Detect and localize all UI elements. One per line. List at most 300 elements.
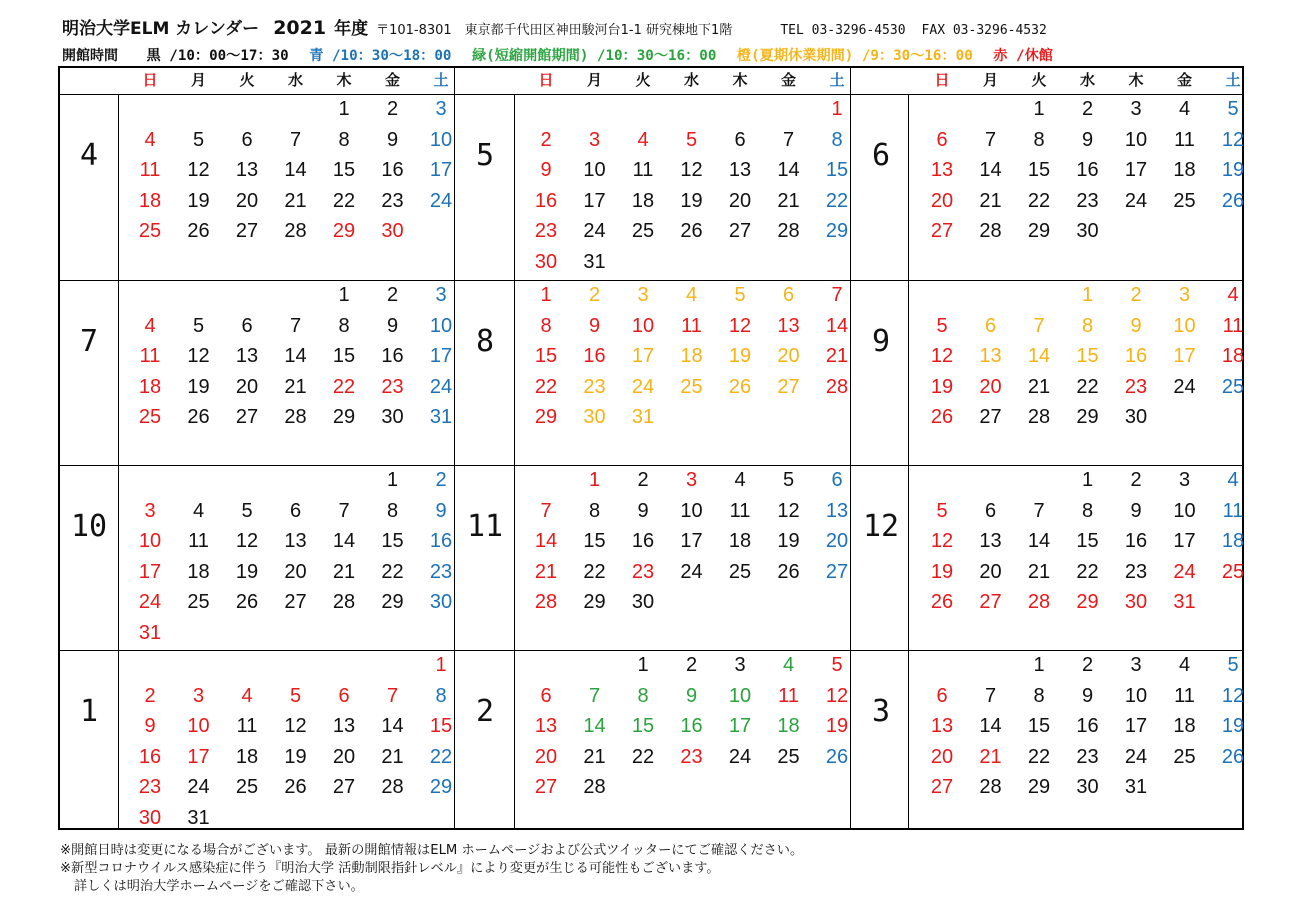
calendar-day: 11 <box>139 345 161 367</box>
calendar-day: 1 <box>338 98 350 120</box>
calendar-day: 21 <box>534 560 558 583</box>
hours-blue: 青 /10：30～18：00 <box>309 48 452 64</box>
calendar-day: 7 <box>984 128 997 151</box>
calendar-day: 12 <box>284 715 307 737</box>
calendar-day: 10 <box>187 715 210 737</box>
calendar-day: 14 <box>979 159 1002 181</box>
calendar-day: 23 <box>381 375 404 398</box>
calendar-day: 22 <box>1027 745 1051 768</box>
calendar-day: 23 <box>1124 375 1148 398</box>
calendar-day: 28 <box>534 591 558 613</box>
calendar-day: 2 <box>386 98 399 120</box>
calendar-day: 1 <box>1033 98 1045 120</box>
calendar-day: 27 <box>930 776 954 798</box>
calendar-day: 3 <box>1130 654 1142 676</box>
calendar-day: 28 <box>777 220 800 242</box>
calendar-day: 4 <box>1178 98 1191 120</box>
calendar-day: 20 <box>332 745 356 768</box>
calendar-day: 1 <box>435 654 447 676</box>
calendar-day: 3 <box>637 284 649 306</box>
calendar-day: 7 <box>588 684 601 707</box>
calendar-day: 11 <box>236 715 258 737</box>
calendar-day: 7 <box>386 684 399 707</box>
calendar-day: 7 <box>831 284 843 306</box>
calendar-day: 26 <box>187 220 210 242</box>
weekday-header: 土 <box>829 71 845 89</box>
month-label: 6 <box>871 138 891 173</box>
calendar-day: 8 <box>338 128 350 151</box>
calendar-day: 28 <box>381 776 404 798</box>
calendar-day: 13 <box>979 345 1002 367</box>
calendar-day: 22 <box>1076 375 1099 398</box>
calendar-day: 23 <box>583 375 606 398</box>
calendar-day: 2 <box>1081 98 1094 120</box>
row-divider <box>60 465 1242 466</box>
calendar-day: 14 <box>583 715 606 737</box>
calendar-day: 12 <box>728 314 752 337</box>
hours-label: 開館時間 <box>62 48 118 64</box>
calendar-day: 25 <box>1221 375 1245 398</box>
calendar-day: 10 <box>429 128 453 151</box>
calendar-day: 22 <box>825 189 849 212</box>
calendar-day: 18 <box>138 375 162 398</box>
calendar-day: 20 <box>235 375 259 398</box>
calendar-day: 5 <box>1227 654 1239 676</box>
calendar-day: 7 <box>289 314 302 337</box>
calendar-day: 19 <box>680 189 703 212</box>
weekday-header: 水 <box>1079 71 1095 89</box>
calendar-day: 21 <box>583 745 606 768</box>
calendar-day: 19 <box>1221 715 1245 737</box>
calendar-day: 24 <box>1124 189 1148 212</box>
calendar-day: 19 <box>1221 159 1245 181</box>
calendar-day: 19 <box>930 560 954 583</box>
calendar-day: 3 <box>144 499 156 522</box>
calendar-day: 17 <box>429 159 453 181</box>
row-divider <box>60 280 1242 281</box>
calendar-day: 10 <box>138 530 162 552</box>
calendar-day: 3 <box>1178 469 1191 491</box>
calendar-day: 29 <box>534 406 558 428</box>
calendar-day: 25 <box>235 776 259 798</box>
calendar-day: 13 <box>825 499 849 522</box>
calendar-day: 18 <box>187 560 210 583</box>
calendar-day: 11 <box>1174 684 1195 707</box>
calendar-day: 26 <box>728 375 752 398</box>
calendar-day: 23 <box>1076 745 1099 768</box>
calendar-year: 2021 <box>273 17 327 39</box>
calendar-day: 18 <box>1173 715 1196 737</box>
calendar-day: 6 <box>241 128 253 151</box>
calendar-day: 26 <box>930 406 954 428</box>
calendar-day: 23 <box>534 220 558 242</box>
calendar-day: 5 <box>289 684 302 707</box>
calendar-day: 13 <box>979 530 1002 552</box>
calendar-day: 2 <box>1130 284 1142 306</box>
calendar-day: 5 <box>936 314 948 337</box>
calendar-day: 3 <box>1178 284 1191 306</box>
calendar-day: 19 <box>825 715 849 737</box>
calendar-day: 14 <box>381 715 404 737</box>
weekday-header: 火 <box>635 71 651 89</box>
hours-orange: 橙(夏期休業期間) /9：30～16：00 <box>736 48 973 64</box>
calendar-day: 28 <box>1027 591 1051 613</box>
calendar-day: 9 <box>1081 684 1094 707</box>
calendar-day: 7 <box>1033 314 1045 337</box>
month-label-divider <box>514 94 515 828</box>
calendar-day: 9 <box>386 314 399 337</box>
calendar-day: 27 <box>825 560 849 583</box>
calendar-day: 17 <box>1124 159 1148 181</box>
calendar-day: 28 <box>284 406 307 428</box>
weekday-header: 金 <box>780 71 796 89</box>
calendar-day: 22 <box>583 560 606 583</box>
hours-red: 赤 /休館 <box>993 48 1053 64</box>
calendar-day: 26 <box>680 220 703 242</box>
calendar-day: 13 <box>534 715 558 737</box>
calendar-day: 2 <box>637 469 649 491</box>
calendar-day: 8 <box>1081 314 1094 337</box>
calendar-day: 13 <box>777 314 800 337</box>
calendar-day: 28 <box>583 776 606 798</box>
weekday-header: 木 <box>1128 71 1144 89</box>
calendar-day: 15 <box>583 530 606 552</box>
calendar-day: 26 <box>187 406 210 428</box>
calendar-day: 31 <box>1173 591 1196 613</box>
calendar-day: 30 <box>1124 591 1148 613</box>
calendar-day: 16 <box>381 159 404 181</box>
calendar-day: 23 <box>680 745 703 768</box>
calendar-grid <box>58 66 1244 830</box>
calendar-day: 6 <box>831 469 843 491</box>
calendar-day: 31 <box>187 806 210 829</box>
calendar-day: 21 <box>1027 560 1051 583</box>
calendar-day: 31 <box>631 406 655 428</box>
calendar-day: 1 <box>540 284 552 306</box>
calendar-day: 7 <box>1033 499 1045 522</box>
calendar-day: 28 <box>825 375 849 398</box>
calendar-day: 1 <box>1033 654 1045 676</box>
calendar-day: 16 <box>1076 159 1099 181</box>
calendar-day: 20 <box>284 560 307 583</box>
calendar-day: 12 <box>777 499 800 522</box>
calendar-day: 24 <box>138 591 162 613</box>
calendar-day: 31 <box>1124 776 1148 798</box>
calendar-day: 26 <box>284 776 307 798</box>
calendar-day: 13 <box>235 159 259 181</box>
calendar-day: 23 <box>1076 189 1099 212</box>
calendar-day: 1 <box>588 469 601 491</box>
month-label-divider <box>118 94 119 828</box>
calendar-day: 29 <box>825 220 849 242</box>
calendar-day: 7 <box>338 499 350 522</box>
calendar-day: 27 <box>728 220 752 242</box>
month-label: 10 <box>70 509 108 544</box>
calendar-day: 1 <box>386 469 399 491</box>
calendar-day: 28 <box>332 591 356 613</box>
calendar-day: 24 <box>429 189 453 212</box>
calendar-day: 20 <box>534 745 558 768</box>
calendar-day: 8 <box>1033 684 1045 707</box>
calendar-day: 16 <box>1124 530 1148 552</box>
calendar-day: 11 <box>729 499 751 522</box>
weekday-header: 金 <box>384 71 400 89</box>
calendar-day: 5 <box>734 284 746 306</box>
calendar-day: 19 <box>728 345 752 367</box>
calendar-day: 21 <box>284 189 307 212</box>
calendar-day: 9 <box>435 499 447 522</box>
calendar-day: 10 <box>429 314 453 337</box>
calendar-day: 14 <box>284 345 307 367</box>
calendar-day: 21 <box>381 745 404 768</box>
calendar-day: 18 <box>235 745 259 768</box>
calendar-day: 22 <box>1027 189 1051 212</box>
calendar-day: 6 <box>338 684 350 707</box>
header-line <box>62 14 1252 42</box>
calendar-day: 30 <box>1076 220 1099 242</box>
calendar-day: 17 <box>728 715 752 737</box>
calendar-day: 21 <box>1027 375 1051 398</box>
calendar-day: 4 <box>1227 284 1239 306</box>
calendar-day: 17 <box>680 530 703 552</box>
calendar-day: 21 <box>825 345 849 367</box>
calendar-day: 22 <box>1076 560 1099 583</box>
calendar-day: 18 <box>138 189 162 212</box>
calendar-day: 30 <box>429 591 453 613</box>
calendar-day: 30 <box>381 406 404 428</box>
calendar-day: 12 <box>680 159 703 181</box>
calendar-day: 5 <box>192 128 205 151</box>
calendar-day: 8 <box>1081 499 1094 522</box>
calendar-day: 4 <box>144 314 156 337</box>
calendar-day: 24 <box>429 375 453 398</box>
calendar-day: 2 <box>685 654 698 676</box>
calendar-day: 28 <box>1027 406 1051 428</box>
calendar-day: 11 <box>1174 128 1195 151</box>
calendar-day: 31 <box>583 250 606 273</box>
calendar-day: 29 <box>1027 220 1051 242</box>
calendar-day: 12 <box>235 530 259 552</box>
month-label: 2 <box>475 694 495 729</box>
calendar-day: 18 <box>631 189 655 212</box>
weekday-header: 月 <box>586 71 602 89</box>
calendar-day: 15 <box>1076 530 1099 552</box>
month-label: 3 <box>871 694 891 729</box>
calendar-day: 13 <box>930 715 954 737</box>
calendar-day: 7 <box>984 684 997 707</box>
calendar-day: 17 <box>429 345 453 367</box>
year-suffix: 年度 <box>334 19 369 39</box>
calendar-day: 18 <box>728 530 752 552</box>
calendar-day: 16 <box>1076 715 1099 737</box>
calendar-day: 20 <box>930 189 954 212</box>
calendar-day: 8 <box>1033 128 1045 151</box>
calendar-day: 10 <box>728 684 752 707</box>
calendar-day: 3 <box>435 284 447 306</box>
calendar-day: 6 <box>241 314 253 337</box>
calendar-day: 12 <box>1221 128 1245 151</box>
calendar-day: 17 <box>631 345 655 367</box>
calendar-day: 22 <box>631 745 655 768</box>
calendar-day: 3 <box>192 684 205 707</box>
calendar-day: 14 <box>284 159 307 181</box>
footer-note-2: ※新型コロナウイルス感染症に伴う『明治大学 活動制限指針レベル』により変更が生じる可能性もございます。 <box>60 861 720 876</box>
month-label: 8 <box>475 324 495 359</box>
month-label: 1 <box>79 694 99 729</box>
calendar-day: 17 <box>1173 530 1196 552</box>
calendar-day: 19 <box>284 745 307 768</box>
calendar-day: 10 <box>1124 684 1148 707</box>
calendar-day: 18 <box>1221 345 1245 367</box>
calendar-day: 7 <box>289 128 302 151</box>
calendar-day: 29 <box>381 591 404 613</box>
row-divider <box>60 650 1242 651</box>
calendar-day: 31 <box>138 621 162 644</box>
month-label: 11 <box>466 509 504 544</box>
footer-note-1: ※開館日時は変更になる場合がございます。 最新の開館情報はELM ホームページおよび公式ツイッターにてご確認ください。 <box>60 843 804 858</box>
calendar-day: 30 <box>583 406 606 428</box>
calendar-day: 28 <box>979 776 1002 798</box>
calendar-day: 5 <box>685 128 698 151</box>
calendar-day: 29 <box>1076 591 1099 613</box>
calendar-day: 22 <box>332 189 356 212</box>
calendar-day: 25 <box>1173 745 1196 768</box>
calendar-day: 15 <box>534 345 558 367</box>
calendar-day: 15 <box>1076 345 1099 367</box>
calendar-day: 1 <box>637 654 649 676</box>
fax-number: FAX 03-3296-4532 <box>921 23 1047 38</box>
calendar-day: 8 <box>637 684 649 707</box>
calendar-day: 19 <box>930 375 954 398</box>
calendar-day: 20 <box>979 375 1002 398</box>
calendar-day: 11 <box>778 684 799 707</box>
calendar-day: 10 <box>631 314 655 337</box>
calendar-day: 6 <box>936 128 948 151</box>
weekday-header: 土 <box>1225 71 1241 89</box>
calendar-day: 4 <box>144 128 156 151</box>
calendar-day: 14 <box>332 530 356 552</box>
calendar-title: 明治大学ELM カレンダー <box>62 19 260 39</box>
calendar-day: 17 <box>138 560 162 583</box>
calendar-day: 19 <box>235 560 259 583</box>
calendar-day: 27 <box>235 406 259 428</box>
calendar-day: 15 <box>1027 715 1051 737</box>
weekday-header: 木 <box>336 71 352 89</box>
calendar-day: 6 <box>984 314 997 337</box>
calendar-day: 26 <box>1221 189 1245 212</box>
calendar-day: 29 <box>332 220 356 242</box>
calendar-day: 26 <box>1221 745 1245 768</box>
calendar-day: 12 <box>187 159 210 181</box>
calendar-day: 16 <box>680 715 703 737</box>
calendar-day: 29 <box>1027 776 1051 798</box>
calendar-day: 11 <box>188 530 209 552</box>
calendar-day: 16 <box>583 345 606 367</box>
calendar-day: 27 <box>332 776 356 798</box>
calendar-day: 4 <box>637 128 649 151</box>
calendar-day: 17 <box>1173 345 1196 367</box>
calendar-day: 22 <box>429 745 453 768</box>
calendar-day: 15 <box>1027 159 1051 181</box>
calendar-day: 21 <box>332 560 356 583</box>
weekday-header: 月 <box>190 71 206 89</box>
calendar-day: 1 <box>338 284 350 306</box>
weekday-header: 日 <box>142 71 158 89</box>
calendar-day: 8 <box>831 128 843 151</box>
calendar-day: 4 <box>1227 469 1239 491</box>
weekday-header: 日 <box>934 71 950 89</box>
calendar-day: 22 <box>534 375 558 398</box>
calendar-day: 18 <box>1173 159 1196 181</box>
calendar-day: 19 <box>187 189 210 212</box>
weekday-header: 火 <box>1031 71 1047 89</box>
calendar-day: 24 <box>583 220 606 242</box>
calendar-day: 31 <box>429 406 453 428</box>
calendar-day: 2 <box>1130 469 1142 491</box>
calendar-day: 16 <box>631 530 655 552</box>
calendar-day: 6 <box>782 284 795 306</box>
calendar-day: 5 <box>241 499 253 522</box>
calendar-day: 18 <box>680 345 703 367</box>
calendar-day: 30 <box>1124 406 1148 428</box>
month-label: 4 <box>79 138 99 173</box>
calendar-day: 5 <box>831 654 843 676</box>
calendar-day: 4 <box>192 499 205 522</box>
calendar-day: 6 <box>734 128 746 151</box>
calendar-day: 27 <box>979 406 1002 428</box>
calendar-day: 9 <box>1130 499 1142 522</box>
calendar-day: 28 <box>979 220 1002 242</box>
calendar-day: 25 <box>680 375 703 398</box>
calendar-day: 30 <box>1076 776 1099 798</box>
calendar-day: 24 <box>1124 745 1148 768</box>
calendar-day: 14 <box>1027 530 1051 552</box>
calendar-day: 6 <box>984 499 997 522</box>
calendar-day: 10 <box>583 159 606 181</box>
calendar-day: 9 <box>637 499 649 522</box>
opening-hours-legend <box>62 45 1053 67</box>
weekday-header: 土 <box>433 71 449 89</box>
calendar-day: 13 <box>930 159 954 181</box>
calendar-day: 9 <box>685 684 698 707</box>
calendar-day: 13 <box>728 159 752 181</box>
calendar-day: 19 <box>187 375 210 398</box>
calendar-day: 27 <box>930 220 954 242</box>
calendar-day: 23 <box>631 560 655 583</box>
calendar-day: 2 <box>1081 654 1094 676</box>
calendar-day: 8 <box>540 314 552 337</box>
calendar-day: 11 <box>139 159 161 181</box>
calendar-day: 9 <box>386 128 399 151</box>
calendar-day: 30 <box>534 250 558 273</box>
calendar-day: 25 <box>631 220 655 242</box>
calendar-day: 16 <box>429 530 453 552</box>
calendar-day: 9 <box>1130 314 1142 337</box>
calendar-day: 1 <box>831 98 843 120</box>
calendar-day: 11 <box>1222 314 1244 337</box>
calendar-day: 13 <box>332 715 356 737</box>
calendar-day: 4 <box>241 684 253 707</box>
calendar-day: 3 <box>435 98 447 120</box>
calendar-day: 12 <box>825 684 849 707</box>
calendar-day: 2 <box>386 284 399 306</box>
calendar-day: 25 <box>1173 189 1196 212</box>
calendar-day: 3 <box>1130 98 1142 120</box>
calendar-day: 15 <box>381 530 404 552</box>
weekday-header: 水 <box>287 71 303 89</box>
calendar-day: 7 <box>782 128 795 151</box>
calendar-day: 29 <box>583 591 606 613</box>
